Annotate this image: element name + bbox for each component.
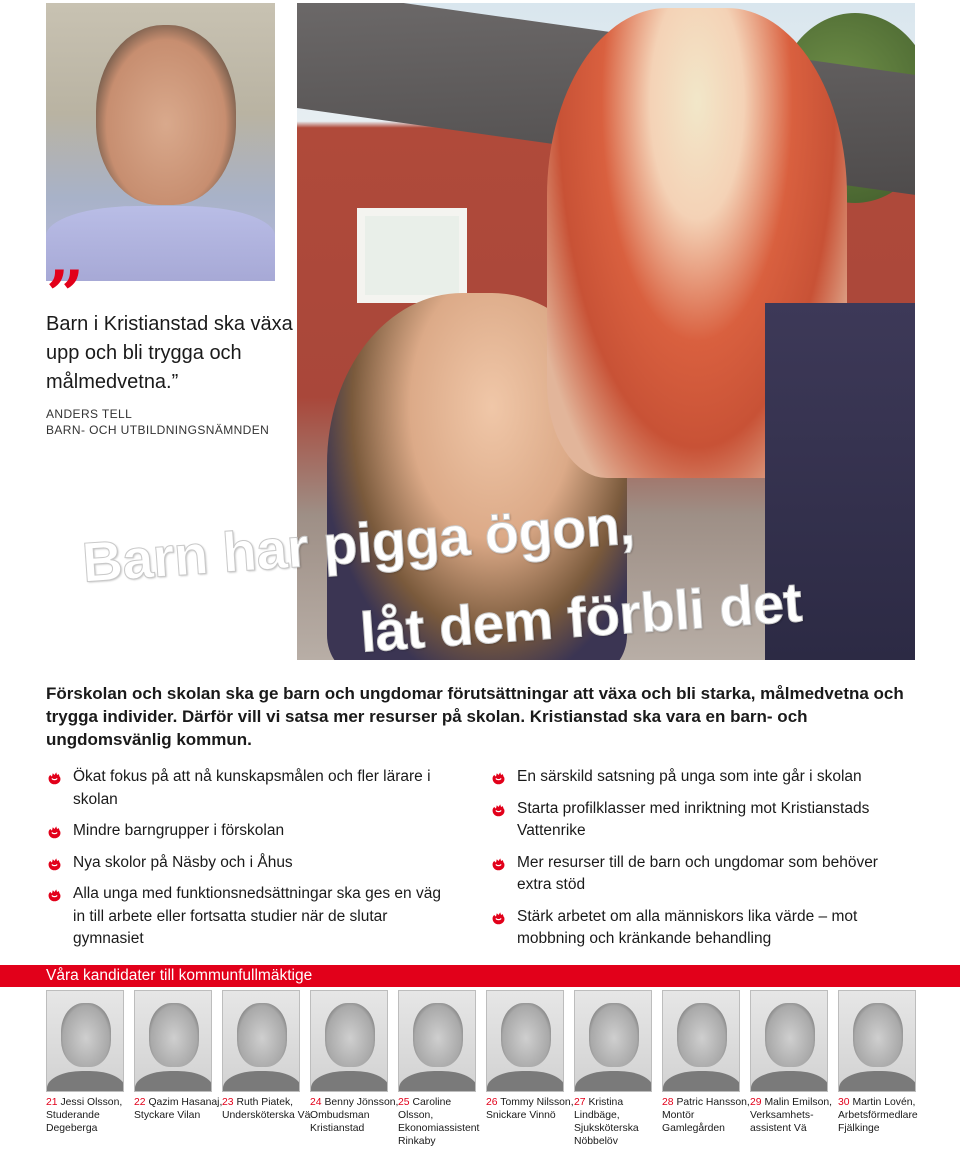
intro-paragraph: Förskolan och skolan ska ge barn och ungdomar förutsättningar att växa och bli starka, målmedvetna och trygga individer. Därför vill vi satsa mer resurser på skolan. Kristianstad ska vara en barn- och ungdomsvänlig kommun. [46, 684, 904, 749]
candidate-caption [134, 1096, 224, 1122]
rose-icon [46, 823, 63, 840]
candidate-number: 24 [310, 1097, 322, 1108]
bullet-text: Stärk arbetet om alla människors lika värde – mot mobbning och kränkande behandling [517, 907, 858, 947]
candidate-photo [838, 990, 916, 1092]
list-item [490, 906, 910, 951]
portrait-head [96, 25, 236, 205]
hero-window [357, 208, 467, 303]
candidate-card [750, 990, 833, 1135]
candidate-photo [134, 990, 212, 1092]
headline-line-1: Barn har pigga ögon, [80, 492, 637, 594]
candidate-info: Benny Jönsson, Ombudsman Kristianstad [310, 1097, 399, 1134]
candidate-card [134, 990, 223, 1122]
candidate-caption [838, 1096, 920, 1135]
candidate-photo [662, 990, 740, 1092]
rose-icon [46, 855, 63, 872]
bullet-text: En särskild satsning på unga som inte går i skolan [517, 768, 862, 785]
candidate-number: 23 [222, 1097, 234, 1108]
candidate-number: 27 [574, 1097, 586, 1108]
list-item [46, 883, 456, 951]
candidate-caption [750, 1096, 840, 1135]
candidates-banner [0, 965, 960, 987]
candidate-info: Caroline Olsson, Ekonomiassistent Rinkaby [398, 1097, 480, 1147]
candidate-photo [222, 990, 300, 1092]
list-item [490, 766, 910, 789]
list-item [46, 852, 456, 875]
candidate-photo [398, 990, 476, 1092]
bullet-text: Nya skolor på Näsby och i Åhus [73, 853, 293, 871]
candidate-info: Jessi Olsson, Studerande Degeberga [46, 1097, 123, 1134]
candidate-number: 26 [486, 1097, 498, 1108]
author-name: ANDERS TELL [46, 407, 133, 421]
candidate-photo [750, 990, 828, 1092]
list-item [46, 766, 456, 811]
candidate-card [662, 990, 750, 1135]
quote-author [46, 406, 269, 438]
candidate-card [486, 990, 574, 1122]
bullet-text: Starta profilklasser med inriktning mot Kristianstads Vattenrike [517, 799, 870, 839]
candidate-photo [46, 990, 124, 1092]
candidate-caption [398, 1096, 488, 1148]
bullet-text: Mindre barngrupper i förskolan [73, 822, 285, 839]
rose-icon [490, 855, 507, 872]
candidate-info: Qazim Hasanaj, Styckare Vilan [134, 1097, 223, 1121]
bullet-list-left [46, 766, 456, 960]
candidate-number: 21 [46, 1097, 58, 1108]
rose-icon [490, 801, 507, 818]
candidate-caption [310, 1096, 400, 1135]
candidate-card [398, 990, 480, 1148]
candidate-info: Martin Lovén, Arbetsförmedlare Fjälkinge [838, 1097, 918, 1134]
bullet-text: Mer resurser till de barn och ungdomar som behöver extra stöd [517, 853, 878, 893]
candidate-photo [310, 990, 388, 1092]
bullet-text: Ökat fokus på att nå kunskapsmålen och fler lärare i skolan [73, 768, 431, 808]
candidate-info: Tommy Nilsson, Snickare Vinnö [486, 1097, 574, 1121]
candidate-number: 28 [662, 1097, 674, 1108]
list-item [490, 852, 910, 897]
candidate-caption [46, 1096, 136, 1135]
candidate-caption [662, 1096, 752, 1135]
candidate-card [46, 990, 124, 1135]
rose-icon [46, 886, 63, 903]
bullet-text: Alla unga med funktionsnedsättningar ska ges en väg in till arbete eller fortsatta studier när de slutar gymnasiet [73, 885, 441, 947]
rose-icon [490, 909, 507, 926]
candidate-info: Ruth Piatek, Undersköterska Vä [222, 1097, 311, 1121]
author-role: BARN- OCH UTBILDNINGSNÄMNDEN [46, 423, 270, 437]
list-item [46, 820, 456, 843]
rose-icon [490, 769, 507, 786]
quote-mark-icon: ” [46, 256, 84, 334]
candidate-info: Patric Hansson, Montör Gamlegården [662, 1097, 750, 1134]
candidate-caption [222, 1096, 312, 1122]
candidate-caption [486, 1096, 576, 1122]
candidate-number: 30 [838, 1097, 850, 1108]
candidate-photo [574, 990, 652, 1092]
quote-text: Barn i Kristianstad ska växa upp och bli trygga och målmedvetna.” [46, 313, 293, 393]
bullet-list-right [490, 766, 910, 960]
author-portrait [46, 3, 275, 281]
candidate-info: Kristina Lindbäge, Sjuksköterska Nöbbelöv [574, 1097, 639, 1147]
list-item [490, 798, 910, 843]
candidate-card [222, 990, 311, 1122]
candidate-number: 22 [134, 1097, 146, 1108]
candidate-card [310, 990, 399, 1135]
candidate-caption [574, 1096, 664, 1148]
candidate-number: 25 [398, 1097, 410, 1108]
rose-icon [46, 769, 63, 786]
candidate-number: 29 [750, 1097, 762, 1108]
candidate-card [838, 990, 916, 1135]
candidate-photo [486, 990, 564, 1092]
candidates-title: Våra kandidater till kommunfullmäktige [46, 967, 313, 984]
headline-line-2: låt dem förbli det [358, 570, 804, 664]
candidate-info: Malin Emilson, Verksamhetsassistent Vä [750, 1097, 833, 1134]
candidate-card [574, 990, 652, 1148]
